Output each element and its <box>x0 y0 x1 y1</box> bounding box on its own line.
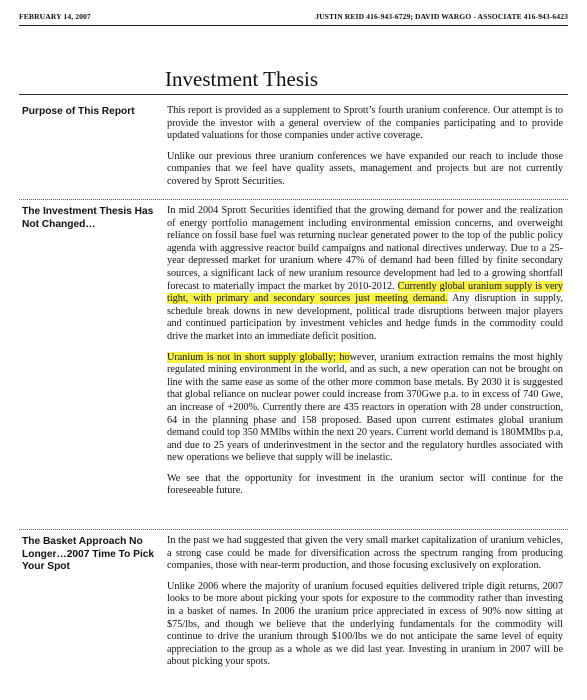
section-label-basket: The Basket Approach No Longer…2007 Time To Pick Your Spot <box>22 536 155 572</box>
paragraph <box>167 205 563 344</box>
highlighted-text: Currently global uranium supply is very tight, with primary and secondary sources just meeting demand. <box>167 280 563 305</box>
paragraph: We see that the opportunity for investment in the uranium sector will continue for the foreseeable future. <box>167 472 563 497</box>
paragraph <box>167 352 563 465</box>
section-body-thesis <box>167 205 563 506</box>
paragraph: This report is provided as a supplement to Sprott’s fourth uranium conference. Our attempt is to provide the investor with a general overview of the companies participating and to provide updated valuations for those companies under active coverage. <box>167 105 563 142</box>
header-contacts: JUSTIN REID 416-943-6729; DAVID WARGO - ASSOCIATE 416-943-6423 <box>315 12 568 21</box>
section-divider <box>19 529 568 530</box>
section-body-purpose <box>167 105 563 197</box>
header-date: FEBRUARY 14, 2007 <box>19 12 91 21</box>
paragraph: In the past we had suggested that given the very small market capitalization of uranium vehicles, a strong case could be made for diversification across the spectrum ranging from producing companies, those with near-term production, and those focusing exclusively on exploration. <box>167 535 563 572</box>
section-label-thesis: The Investment Thesis Has Not Changed… <box>22 206 154 230</box>
page-title: Investment Thesis <box>165 67 319 91</box>
title-rule <box>19 94 568 95</box>
page-header <box>19 10 568 24</box>
section-label-purpose: Purpose of This Report <box>22 106 135 117</box>
text-run: In mid 2004 Sprott Securities identified that the growing demand for power and the realization of energy portfolio management including environmental emission concerns, and overweight reliance on fossil base fuel was returning nuclear generated power to the top of the public policy agenda with aggressive reactor build campaigns and national directives underway. Due to a 25-year depressed market for uranium where 47% of demand had been filled by finite secondary sources, a significant lack of new uranium resource development had led to a growing shortfall forecast to materially impact the market by 2010-2012. <box>167 205 563 292</box>
paragraph: Unlike 2006 where the majority of uranium focused equities delivered triple digit returns, 2007 looks to be more about picking your spots for exposure to the commodity rather than investing in a basket of names. In 2006 the uranium price appreciated in excess of 90% now sitting at $75/lbs, and though we believe that the underlying fundamentals for the commodity will continue to drive the uranium through $100/lbs we do not anticipate the same level of equity appreciation to the group as a whole as we did last year. Investing in uranium in 2007 will be about picking your spots. <box>167 580 563 668</box>
text-run: Any disruption in supply, schedule break downs in new development, political trade disruptions between major players and continued participation by investment vehicles and hedge funds in the commodity could drive the market into an immediate deficit position. <box>167 293 563 342</box>
section-divider <box>19 199 568 200</box>
header-rule <box>19 25 568 26</box>
text-run: wever, uranium extraction remains the most highly regulated mining environment in the world, and as such, a new operation can not be brought on line with the same ease as some of the other more common base metals. By 2030 it is suggested that global reliance on nuclear power could increase from 370Gwe p.a. to in excess of 740 Gwe, an increase of +200%. Currently there are 435 reactors in operation with 28 under construction, 64 in the planning phase and 158 proposed. Based upon current estimates global uranium demand could top 350 MMlbs within the next 20 years. Current world demand is 180MMlbs p.a, and due to 25 years of underinvestment in the sector and the regulatory hurdles associated with new operations we believe that supply will be inelastic. <box>167 351 564 464</box>
paragraph: Unlike our previous three uranium conferences we have expanded our reach to include those companies that we feel have quality assets, management and projects but are not currently covered by Sprott Securities. <box>167 150 563 187</box>
highlighted-text: Uranium is not in short supply globally; ho <box>167 351 350 363</box>
section-body-basket <box>167 535 563 677</box>
